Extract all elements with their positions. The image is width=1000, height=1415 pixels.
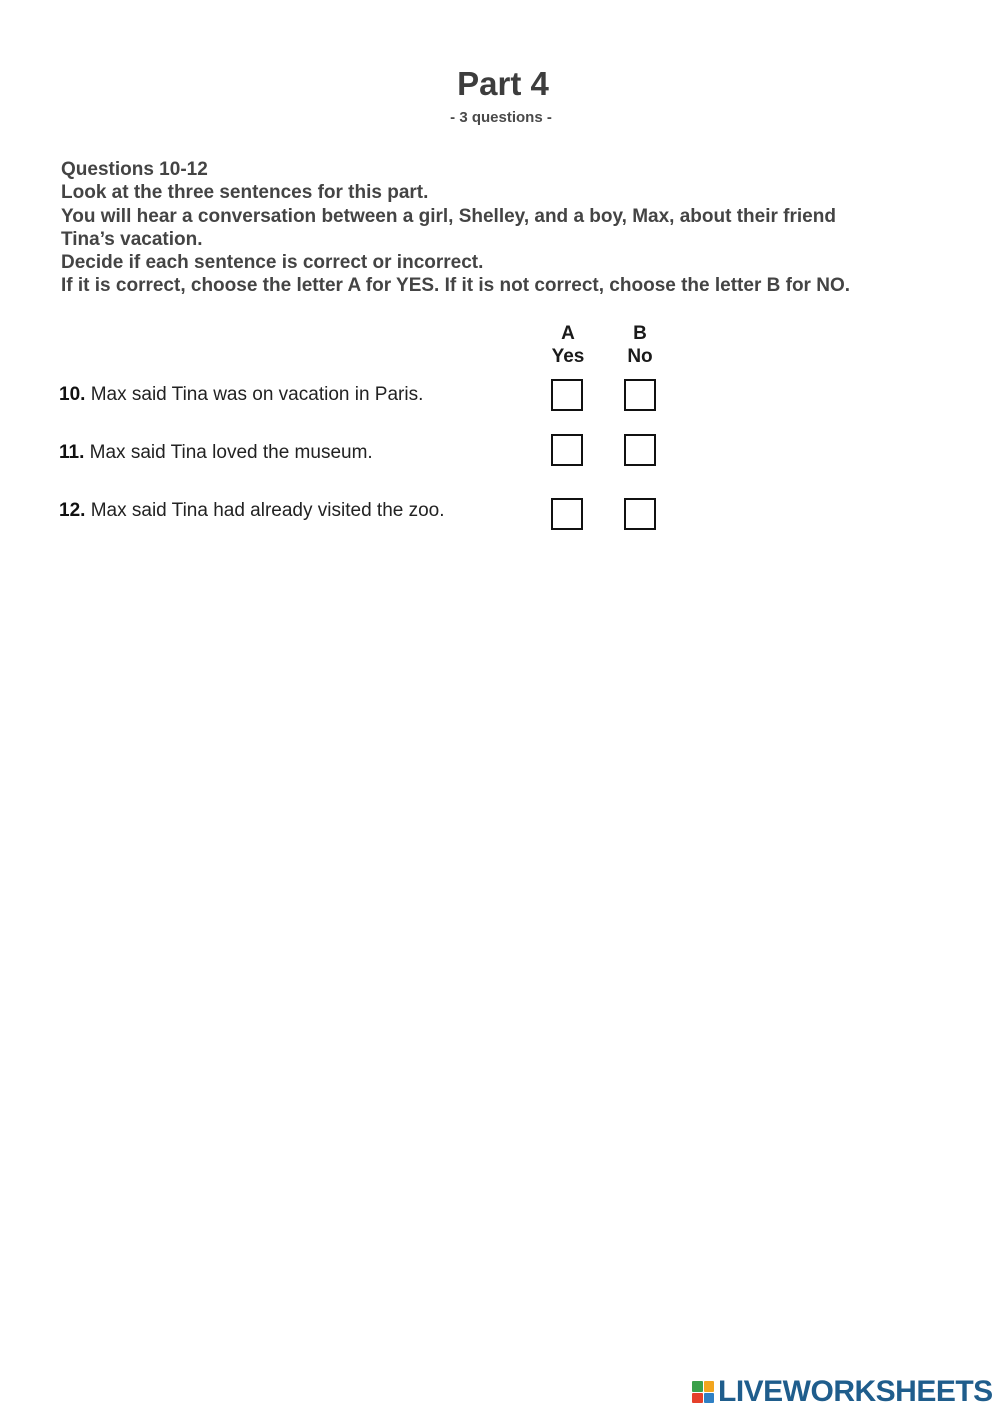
liveworksheets-logo bbox=[692, 1374, 993, 1410]
column-a-label: Yes bbox=[551, 346, 585, 367]
logo-square bbox=[704, 1393, 715, 1404]
question-text: Max said Tina loved the museum. bbox=[89, 442, 373, 463]
question-11 bbox=[59, 441, 373, 464]
page-subtitle: - 3 questions - bbox=[450, 109, 552, 126]
question-number: 10. bbox=[59, 384, 86, 405]
instructions-line: Tina’s vacation. bbox=[61, 228, 203, 250]
logo-text: LIVEWORKSHEETS bbox=[718, 1375, 993, 1408]
question-number: 12. bbox=[59, 500, 86, 521]
question-text: Max said Tina had already visited the zoo. bbox=[90, 500, 445, 521]
question-number: 11. bbox=[59, 442, 85, 463]
column-b-letter: B bbox=[633, 323, 647, 344]
answer-box-10-b[interactable] bbox=[624, 379, 656, 411]
question-12 bbox=[59, 499, 445, 522]
column-b-label: No bbox=[627, 346, 653, 367]
logo-square bbox=[692, 1381, 703, 1392]
question-10 bbox=[59, 383, 423, 406]
column-a-header bbox=[538, 322, 598, 368]
question-text: Max said Tina was on vacation in Paris. bbox=[90, 384, 424, 405]
answer-box-10-a[interactable] bbox=[551, 379, 583, 411]
answer-box-11-a[interactable] bbox=[551, 434, 583, 466]
logo-square bbox=[704, 1381, 715, 1392]
column-a-letter: A bbox=[561, 323, 575, 344]
column-b-header bbox=[610, 322, 670, 368]
logo-mark-icon bbox=[692, 1381, 714, 1403]
instructions-line: Questions 10-12 bbox=[61, 159, 208, 180]
answer-box-11-b[interactable] bbox=[624, 434, 656, 466]
instructions-line: Decide if each sentence is correct or incorrect. bbox=[61, 252, 484, 274]
instructions-line: You will hear a conversation between a girl, Shelley, and a boy, Max, about their friend bbox=[61, 205, 836, 227]
answer-box-12-b[interactable] bbox=[624, 498, 656, 530]
answer-box-12-a[interactable] bbox=[551, 498, 583, 530]
page-title: Part 4 bbox=[457, 65, 549, 102]
instructions-line: Look at the three sentences for this part. bbox=[61, 182, 429, 204]
logo-square bbox=[692, 1393, 703, 1404]
instructions-line: If it is correct, choose the letter A for YES. If it is not correct, choose the letter B for NO. bbox=[61, 275, 851, 297]
instructions bbox=[61, 158, 961, 298]
